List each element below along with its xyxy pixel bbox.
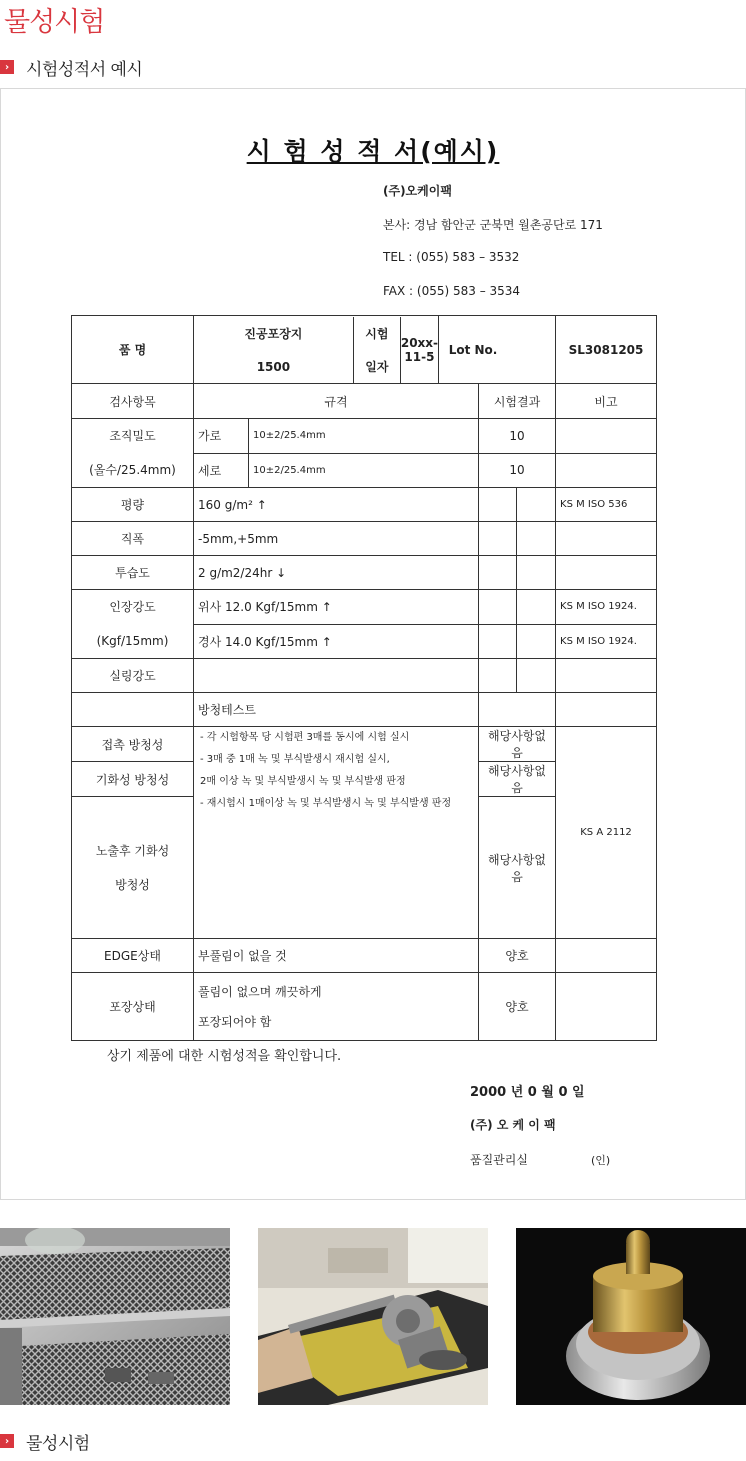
width-label: 직폭 <box>72 522 194 556</box>
rust-remark: KS A 2112 <box>556 727 657 939</box>
table-row <box>72 556 657 590</box>
sign-department: 품질관리실 <box>470 1153 528 1167</box>
company-name: (주)오케이팩 <box>383 184 452 198</box>
date-label: 시험 <box>365 326 389 341</box>
sign-seal: (인) <box>591 1154 611 1167</box>
seal-label: 실링강도 <box>72 659 194 693</box>
perm-label: 투습도 <box>72 556 194 590</box>
pack-spec: 풀림이 없으며 깨끗하게 <box>198 984 322 999</box>
photo-sample-cutter <box>258 1228 488 1405</box>
tensile-warp-remark: KS M ISO 1924. <box>556 624 657 659</box>
table-row <box>72 693 657 727</box>
perm-spec: 2 g/m2/24hr ↓ <box>194 556 479 590</box>
weight-remark: KS M ISO 536 <box>556 488 657 522</box>
rust-test-label: 방청테스트 <box>194 693 479 727</box>
exposed-label-2: 방청성 <box>115 877 150 892</box>
vapor-label: 기화성 방청성 <box>72 762 194 797</box>
col-spec: 규격 <box>194 384 479 419</box>
edge-spec: 부풀림이 없을 것 <box>194 939 479 973</box>
report-title: 시 험 성 적 서(예시) <box>246 137 500 166</box>
date-label-2: 일자 <box>365 359 389 374</box>
edge-label: EDGE상태 <box>72 939 194 973</box>
weft-spec: 10±2/25.4mm <box>249 453 479 488</box>
tensile-unit: (Kgf/15mm) <box>96 634 169 648</box>
weight-label: 평량 <box>72 488 194 522</box>
table-row <box>72 590 657 625</box>
chevron-right-icon: › <box>0 1434 14 1448</box>
product-label: 품 명 <box>72 316 194 384</box>
contact-label: 접촉 방청성 <box>72 727 194 762</box>
confirmation-text: 상기 제품에 대한 시험성적을 확인합니다. <box>107 1049 342 1064</box>
warp-label: 가로 <box>194 419 249 454</box>
table-row <box>72 939 657 973</box>
company-fax: FAX : (055) 583 – 3534 <box>383 284 521 298</box>
table-row <box>72 659 657 693</box>
weight-spec: 160 g/m² ↑ <box>194 488 479 522</box>
exposed-result: 해당사항없음 <box>479 797 556 939</box>
warp-spec: 10±2/25.4mm <box>249 419 479 454</box>
table-row <box>72 522 657 556</box>
section-label: 시험성적서 예시 <box>26 59 143 80</box>
page-title: 물성시험 <box>4 7 105 38</box>
photo-brass-weight <box>516 1228 746 1405</box>
weft-label: 세로 <box>194 453 249 488</box>
company-address: 본사: 경남 함안군 군북면 월촌공단로 171 <box>383 218 603 232</box>
chevron-right-icon: › <box>0 60 14 74</box>
lot-number: SL3081205 <box>556 316 657 384</box>
table-row <box>72 316 657 384</box>
col-result: 시험결과 <box>479 384 556 419</box>
density-unit: (올수/25.4mm) <box>89 463 176 477</box>
sign-date: 2000 년 0 월 0 일 <box>470 1085 585 1100</box>
col-item: 검사항목 <box>72 384 194 419</box>
width-spec: -5mm,+5mm <box>194 522 479 556</box>
contact-result: 해당사항없음 <box>479 727 556 762</box>
exposed-label: 노출후 기화성 <box>95 843 170 858</box>
tensile-warp-spec: 경사 14.0 Kgf/15mm ↑ <box>194 624 479 659</box>
rust-note-3: 2매 이상 녹 및 부식발생시 녹 및 부식발생 판정 <box>200 776 406 787</box>
rust-note-1: - 각 시험항목 당 시험편 3매를 동시에 시험 실시 <box>200 732 410 743</box>
table-row <box>72 488 657 522</box>
sign-company: (주) 오 케 이 팩 <box>470 1118 556 1132</box>
tensile-weft-remark: KS M ISO 1924. <box>556 590 657 625</box>
section-heading-test <box>0 1430 90 1452</box>
lot-label: Lot No. <box>448 342 498 357</box>
density-label: 조직밀도 <box>109 429 156 443</box>
test-report-table <box>71 315 657 1041</box>
company-tel: TEL : (055) 583 – 3532 <box>383 250 520 264</box>
edge-result: 양호 <box>479 939 556 973</box>
table-row <box>72 973 657 1041</box>
product-name: 진공포장지 <box>244 327 303 342</box>
pack-spec-2: 포장되어야 함 <box>198 1014 272 1029</box>
photo-humidity-chamber-racks <box>0 1228 230 1405</box>
section-label: 물성시험 <box>26 1433 90 1454</box>
vapor-result: 해당사항없음 <box>479 762 556 797</box>
tensile-weft-spec: 위사 12.0 Kgf/15mm ↑ <box>194 590 479 625</box>
rust-note-4: - 재시험시 1매이상 녹 및 부식발생시 녹 및 부식발생 판정 <box>200 798 452 809</box>
table-row <box>72 419 657 454</box>
col-remark: 비고 <box>556 384 657 419</box>
table-row <box>72 727 657 762</box>
product-code: 1500 <box>256 359 291 374</box>
table-header-row <box>72 384 657 419</box>
test-date: 20xx-11-5 <box>400 335 439 364</box>
section-heading-report <box>0 56 142 78</box>
warp-result: 10 <box>479 419 556 454</box>
pack-result: 양호 <box>479 973 556 1041</box>
weft-result: 10 <box>479 453 556 488</box>
pack-label: 포장상태 <box>72 973 194 1041</box>
rust-note-2: - 3매 중 1매 녹 및 부식발생시 재시험 실시, <box>200 754 390 765</box>
tensile-label: 인장강도 <box>109 600 156 614</box>
